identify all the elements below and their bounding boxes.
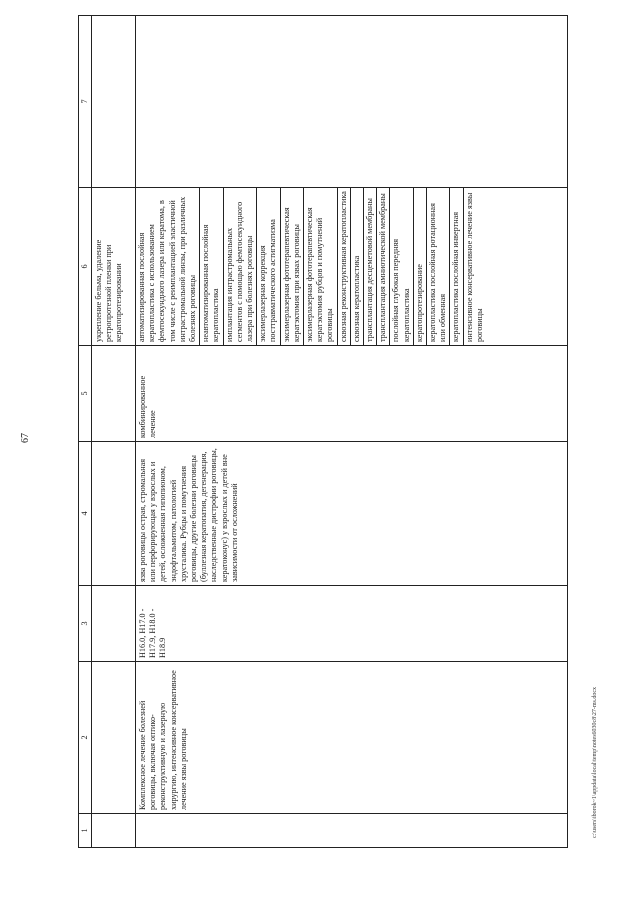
method-item: трансплантация амниотической мембраны (377, 188, 390, 345)
method-cell: укрепление бельма, удаление ретропротезной пленки при кератопротезировании (92, 188, 136, 346)
method-item: сквозная реконструктивная кератопластика (338, 188, 351, 345)
cell-patient-model: язва роговицы острая, стромальная или перфорирующая у взрослых и детей, осложненная гипопионом, эндофтальмитом, патологией хрусталика. Рубцы и помутнения роговицы, другие болезни роговицы (буллезная кератопатия, дегенерация, наследственные дистрофии роговицы, кератоконус) у взрослых и детей вне зависимости от осложнений (136, 442, 568, 586)
method-item: автоматизированная послойная кератопластика с использованием фемтосекундного лазера или кератома, в том числе с реимплантацией эластичной интрастромальной линзы, при различных болезнях роговицы (136, 188, 200, 345)
header-col-7: 7 (79, 16, 92, 188)
cell (92, 16, 136, 188)
page-number: 67 (20, 433, 31, 443)
method-item: неавтоматизированная послойная кератопластика (200, 188, 223, 345)
cell (92, 346, 136, 442)
method-item: кератопротезирование (414, 188, 427, 345)
cell (92, 586, 136, 662)
header-row (79, 16, 92, 848)
cell (92, 814, 136, 848)
header-col-5: 5 (79, 346, 92, 442)
footer-file-path: c:\users\iborok~1\appdata\local\temp\notes6030c8\27-ms.docx (592, 686, 598, 838)
method-item: сквозная кератопластика (351, 188, 364, 345)
cell-methods (136, 188, 568, 346)
header-col-1: 1 (79, 814, 92, 848)
method-item: эксимерлазерная фототерапевтическая кератэктомия рубцов и помутнений роговицы (304, 188, 338, 345)
method-item: кератопластика послойная инвертная (450, 188, 463, 345)
header-col-3: 3 (79, 586, 92, 662)
method-item: кератопластика послойная ротационная или обменная (427, 188, 450, 345)
table-row (92, 16, 136, 848)
method-item: трансплантация десцеметовой мембраны (364, 188, 377, 345)
cell (92, 662, 136, 814)
methods-list (136, 188, 486, 345)
cell (92, 442, 136, 586)
method-item: имплантация интрастромальных сегментов с помощью фемтосекундного лазера при болезнях роговицы (224, 188, 258, 345)
cell-icd-codes: H16.0, H17.0 - H17.9, H18.0 - H18.9 (136, 586, 568, 662)
header-col-6: 6 (79, 188, 92, 346)
header-col-4: 4 (79, 442, 92, 586)
method-item: эксимерлазерная фототерапевтическая кератэктомия при язвах роговицы (281, 188, 304, 345)
cell-treatment-kind: комбинированное лечение (136, 346, 568, 442)
cell-number (136, 814, 568, 848)
cell-treatment-type: Комплексное лечение болезней роговицы, включая оптико-реконструктивную и лазерную хирургию, интенсивное консервативное лечение язвы роговицы (136, 662, 568, 814)
procedures-table (78, 16, 568, 848)
method-item: послойная глубокая передняя кератопластика (390, 188, 413, 345)
header-col-2: 2 (79, 662, 92, 814)
method-item: эксимерлазерная коррекция посттравматического астигматизма (257, 188, 280, 345)
method-item: интенсивное консервативное лечение язвы роговицы (464, 192, 484, 342)
table-row (136, 16, 568, 848)
cell (136, 16, 568, 188)
